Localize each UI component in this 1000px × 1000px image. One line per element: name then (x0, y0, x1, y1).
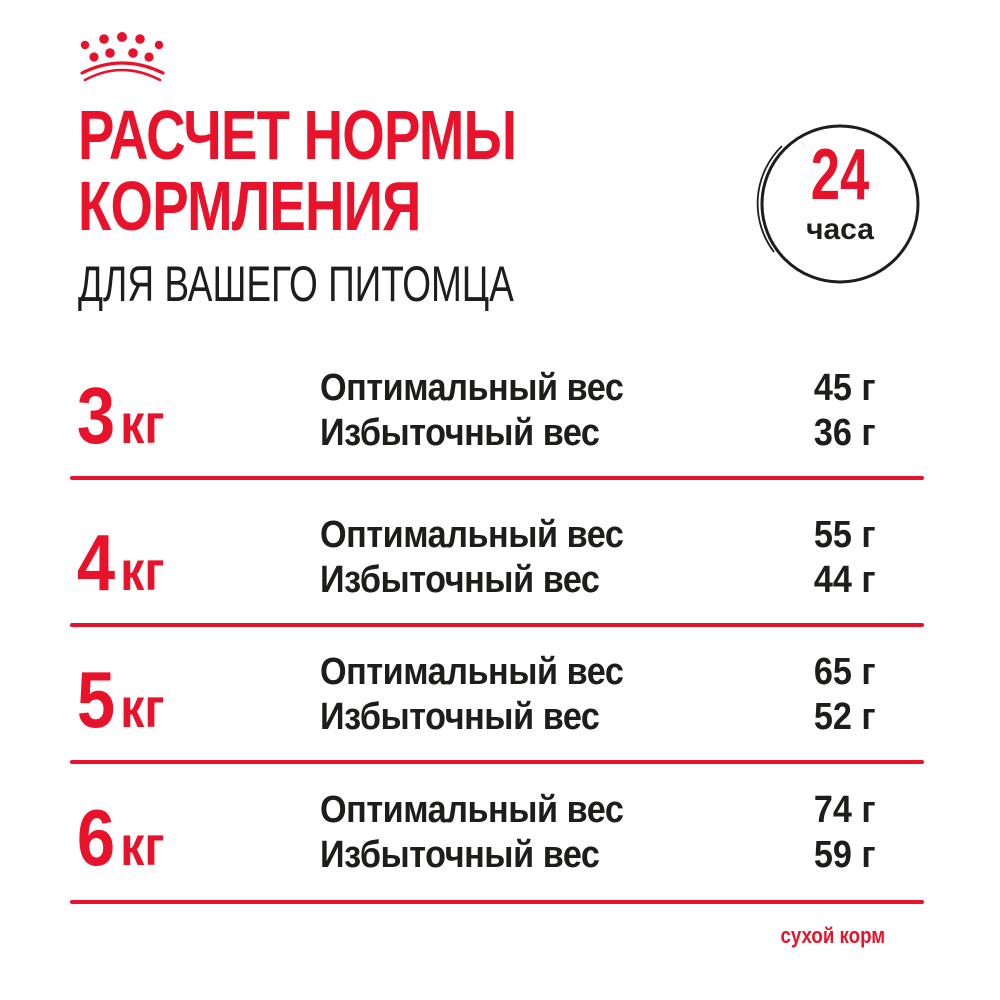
weight-unit: кг (120, 392, 165, 455)
excess-weight-value: 44 г (814, 559, 876, 601)
weight-label (70, 793, 285, 882)
feeding-row-4kg (70, 513, 924, 607)
food-type-note: сухой корм (780, 923, 885, 948)
row-divider (70, 623, 924, 627)
hours-badge (750, 112, 930, 292)
optimal-weight-value: 74 г (814, 789, 876, 831)
feeding-row-3kg (70, 366, 924, 460)
badge-hours-unit: часа (806, 213, 874, 246)
excess-weight-label: Избыточный вес (320, 412, 600, 454)
row-divider (70, 760, 924, 764)
weight-value: 4 (76, 518, 116, 607)
optimal-weight-label: Оптимальный вес (320, 789, 624, 831)
page-title (78, 96, 640, 245)
weight-unit: кг (120, 676, 165, 739)
excess-weight-label: Избыточный вес (320, 696, 600, 738)
weight-value: 5 (76, 655, 116, 744)
title-line-1: РАСЧЕТ НОРМЫ (78, 96, 517, 174)
excess-weight-value: 59 г (814, 834, 876, 876)
weight-label (70, 518, 285, 607)
optimal-weight-value: 55 г (814, 514, 876, 556)
feeding-row-5kg (70, 650, 924, 744)
optimal-weight-label: Оптимальный вес (320, 514, 624, 556)
weight-value: 6 (76, 793, 116, 882)
excess-weight-value: 52 г (814, 696, 876, 738)
optimal-weight-label: Оптимальный вес (320, 651, 624, 693)
weight-unit: кг (120, 814, 165, 877)
weight-label (70, 655, 285, 744)
weight-unit: кг (120, 539, 165, 602)
page-subtitle: ДЛЯ ВАШЕГО ПИТОМЦА (78, 256, 514, 312)
weight-label (70, 371, 285, 460)
excess-weight-label: Избыточный вес (320, 834, 600, 876)
row-divider (70, 900, 924, 904)
title-line-2: КОРМЛЕНИЯ (78, 167, 421, 245)
feeding-row-6kg (70, 788, 924, 882)
optimal-weight-value: 45 г (814, 367, 876, 409)
optimal-weight-label: Оптимальный вес (320, 367, 624, 409)
weight-value: 3 (76, 371, 116, 460)
optimal-weight-value: 65 г (814, 651, 876, 693)
royal-canin-crown-icon (76, 28, 176, 95)
badge-hours-value: 24 (810, 135, 870, 215)
excess-weight-value: 36 г (814, 412, 876, 454)
row-divider (70, 476, 924, 480)
excess-weight-label: Избыточный вес (320, 559, 600, 601)
